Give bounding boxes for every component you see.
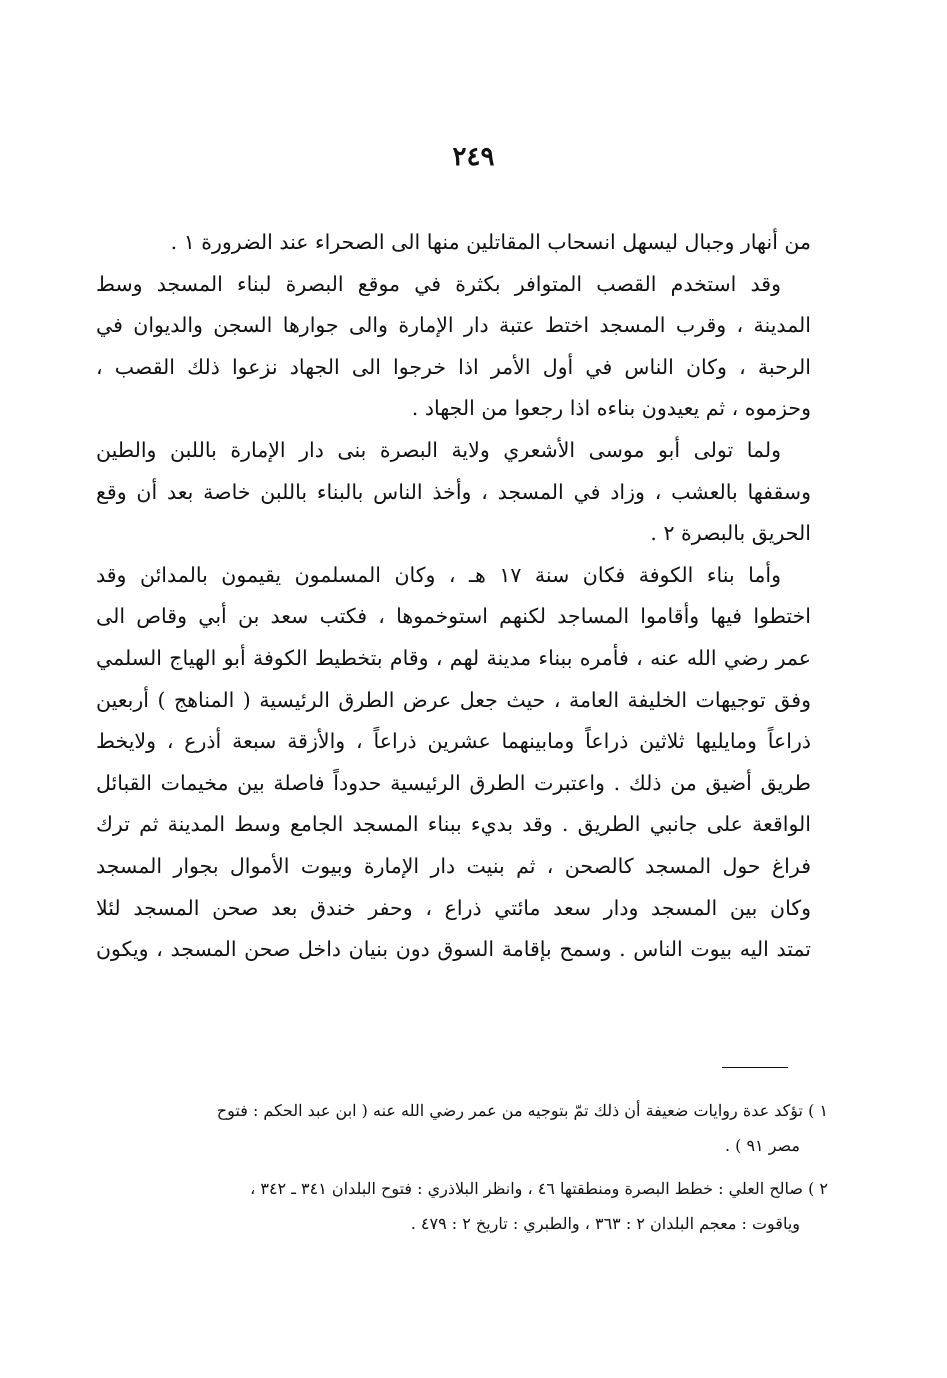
text-line: وحزموه ، ثم يعيدون بناءه اذا رجعوا من الجهاد . [411,396,811,421]
footnotes [128,1093,828,1241]
text-line: من أنهار وجبال ليسهل انسحاب المقاتلين منها الى الصحراء عند الضرورة ١ . [170,230,811,254]
text-line: الرحبة ، وكان الناس في أول الأمر اذا خرجوا الى الجهاد نزعوا ذلك القصب ، [96,354,811,379]
page-number: ٢٤٩ [452,142,495,172]
footnote-1-line-2: مصر ٩١ ) . [724,1136,800,1155]
text-line: طريق أضيق من ذلك . واعتبرت الطرق الرئيسية حدوداً فاصلة بين مخيمات القبائل [96,770,811,795]
text-line: وأما بناء الكوفة فكان سنة ١٧ هـ ، وكان المسلمون يقيمون بالمدائن وقد [96,562,782,587]
text-line: اختطوا فيها وأقاموا المساجد لكنهم استوخموها ، فكتب سعد بن أبي وقاص الى [96,604,811,629]
text-line: ذراعاً ومايليها ثلاثين ذراعاً ومابينهما عشرين ذراعاً ، والأزقة سبعة أذرع ، ولايخط [96,729,811,754]
text-line: الواقعة على جانبي الطريق . وقد بديء ببناء المسجد الجامع وسط المدينة ثم ترك [96,812,811,837]
text-line: وسقفها بالعشب ، وزاد في المسجد ، وأخذ الناس بالبناء باللبن خاصة بعد أن وقع [96,479,811,504]
text-line: ولما تولى أبو موسى الأشعري ولاية البصرة بنى دار الإمارة باللبن والطين [96,437,781,462]
footnote-separator [722,1067,788,1068]
text-line: المدينة ، وقرب المسجد اختط عتبة دار الإمارة والى جوارها السجن والديوان في [96,313,811,338]
footnote-2-line-1: ٢ ) صالح العلي : خطط البصرة ومنطقتها ٤٦ ، وانظر البلاذري : فتوح البلدان ٣٤١ ـ ٣٤٢ ، [250,1179,828,1198]
text-line: تمتد اليه بيوت الناس . وسمح بإقامة السوق دون بنيان داخل صحن المسجد ، ويكون [96,937,811,962]
footnote-1-line-1: ١ ) تؤكد عدة روايات ضعيفة أن ذلك تمّ بتوجيه من عمر رضي الله عنه ( ابن عبد الحكم : فتوح [216,1101,828,1120]
footnote-2-line-2: وياقوت : معجم البلدان ٢ : ٣٦٣ ، والطبري : تاريخ ٢ : ٤٧٩ . [410,1214,800,1233]
text-line: وفق توجيهات الخليفة العامة ، حيث جعل عرض الطرق الرئيسية ( المناهج ) أربعين [96,687,811,712]
text-line: عمر رضي الله عنه ، فأمره ببناء مدينة لهم ، وقام بتخطيط الكوفة أبو الهياج السلمي [96,645,811,670]
body-text [96,222,811,971]
text-line: وقد استخدم القصب المتوافر بكثرة في موقع البصرة لبناء المسجد وسط [96,271,781,296]
text-line: وكان بين المسجد ودار سعد مائتي ذراع ، وحفر خندق بعد صحن المسجد لئلا [96,895,811,920]
text-line: فراغ حول المسجد كالصحن ، ثم بنيت دار الإمارة وبيوت الأموال بجوار المسجد [96,853,811,878]
text-line: الحريق بالبصرة ٢ . [650,521,811,546]
